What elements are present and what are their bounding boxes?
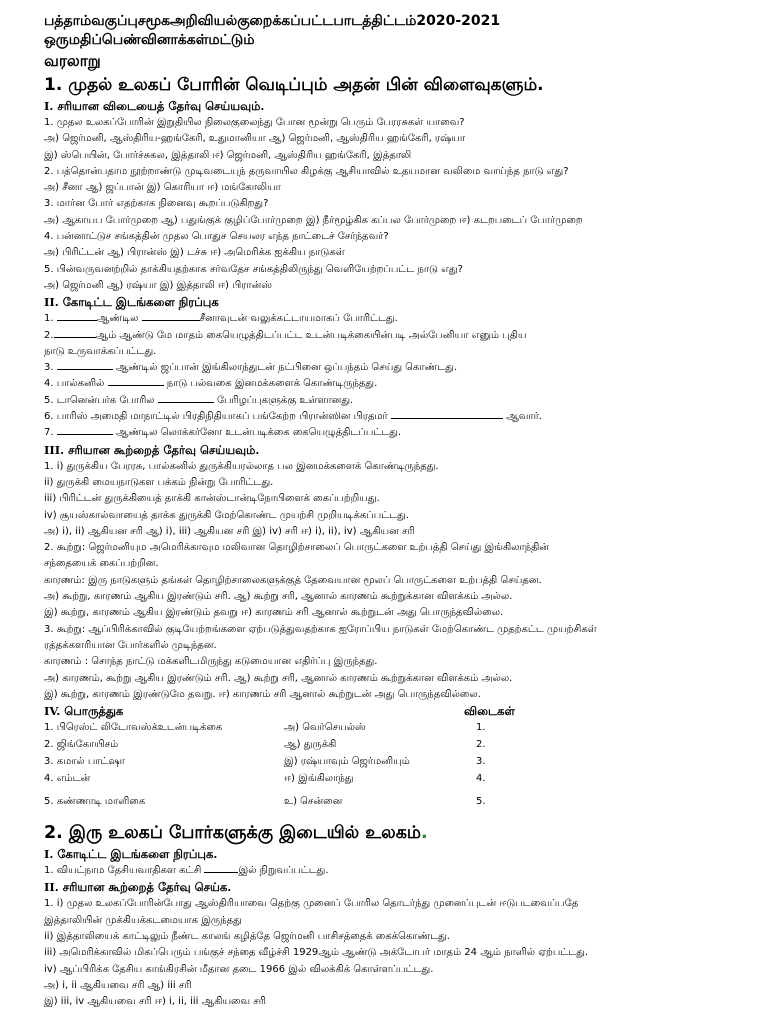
option-line: இ) iii, iv ஆகியவை சரி ஈ) i, ii, iii ஆகியவை சரி — [44, 996, 266, 1008]
ch1-section2-fill-blanks — [44, 311, 752, 441]
fill-blank-line: 5. டானென்பர்க போரில பேரிழப்புகளுக்கு உள்ளானது. — [44, 394, 354, 406]
option-line: இ) ஸ்பெயின், போர்ச்சுகல, இத்தாலி ஈ) ஜெர்மனி, ஆஸ்திரிய ஹங்கேரி, இத்தாலி — [44, 149, 412, 161]
ch1-section4-heading-row — [44, 703, 752, 720]
option-line: அ) சீனா ஆ) ஜப்பான் இ) கொரியா ஈ) மங்கோலியா — [44, 182, 281, 194]
fill-blank-line: 2. ஆம் ஆண்டு மே மாதம் கையெழுத்திடப்பட்ட உடன்படிக்கையின்படி அல்பேனியா எனும் புதிய — [44, 329, 527, 341]
option-line: அ) ஆகாயப போர்முறை ஆ) பதுங்குக் குழிப்போர்முறை இ) நீர்மூழ்கிக கப்பல போர்முறை ஈ) கடறபடைப் போர்முறை — [44, 214, 583, 226]
fill-blank-line: 6. பாரிஸ் அமைதி மாநாட்டில் பிரதிநிதியாகப் பங்கேற்ற பிரான்ஸின பிரதமர் ஆவார். — [44, 411, 542, 423]
ch1-section2-heading: II. கோடிட்ட இடங்களை நிரப்புக — [44, 295, 219, 310]
question-line: 5. பின்வருவனற்றில் தாக்கியதற்காக சர்வதேச சங்கத்திலிருந்து வெளியேற்றப்பட்ட நாடு எது? — [44, 263, 463, 275]
chapter2-title: 2. இரு உலகப் போர்களுக்கு இடையில் உலகம். — [44, 823, 428, 844]
statement-line: ii) துருக்கி மையநாடுகள பக்கம் நின்று போரிட்டது. — [44, 476, 274, 488]
fill-blank-line: 1. ஆண்டில சீனாவுடன் வலுக்கட்டாயமாகப் போரிட்டது. — [44, 313, 398, 325]
answer-blank[interactable] — [108, 376, 164, 386]
fill-blank-line: 3. ஆண்டில் ஜப்பான் இங்கிலாந்துடன் நட்பினை ஒப்பந்தம் செய்து கொண்டது. — [44, 362, 458, 374]
statement-line: 1. i) துருக்கிய பேரரசு, பால்கனில் துருக்கியரல்லாத பல இனமக்களைக் கொண்டிருந்தது. — [44, 460, 439, 472]
statement-line: 2. கூற்று: ஜெர்மனியும அமெரிக்காவும மலிவான தொழிற்சாலைப் பொருட்களை உற்பத்தி செய்து இங்கிலாந்தின் — [44, 542, 549, 554]
question-line: 4. பன்னாட்டுச சங்கத்தின் முதல பொதுச செயலர எந்த நாட்டைச் சேர்ந்தவர்? — [44, 231, 389, 243]
statement-line: iii) அமெரிக்காவில் மிகப்பெரும் பங்குச் சந்தை வீழ்ச்சி 1929ஆம் ஆண்டு அக்டோபர் மாதம் 24 ஆம் நாளில் ஏற்பட்டது. — [44, 947, 589, 959]
answers-label: விடைகள் — [464, 704, 515, 719]
ch2-section2-statements — [44, 896, 752, 1010]
match-row: 2. ஜிங்கோயிசம் ஆ) துருக்கி 2. — [44, 739, 486, 751]
statement-line: காரணம் : சொந்த நாட்டு மக்களிடமிருந்து கடுமையான எதிர்ப்பு இருந்தது. — [44, 656, 378, 668]
header-curriculum-line: பத்தாம்வகுப்புசமூகஅறிவியல்குறைக்கப்பட்டபாடத்திட்டம்2020-2021 — [44, 13, 501, 29]
ch1-section1-heading: I. சரியான விடையைத் தேர்வு செய்யவும். — [44, 99, 265, 113]
ch2-section2-heading: II. சரியான கூற்றைத் தேர்வு செய்க. — [44, 880, 232, 895]
statement-line: இத்தாலியின் முக்கியக்கடமையாக இருந்தது — [44, 914, 242, 926]
ch2-section1-heading: I. கோடிட்ட இடங்களை நிரப்புக. — [44, 847, 218, 862]
fill-blank-line: 7. ஆண்டில லொக்கர்னோ உடன்படிக்கை கையெழுத்திடப்பட்டது. — [44, 427, 402, 439]
question-line: 3. மார்ன போர் எதற்காக நினைவு கூறப்படுகிறது? — [44, 198, 269, 210]
answer-blank[interactable] — [158, 393, 214, 403]
statement-line: iv) சூயஸ்கால்வாயைத் தாக்க துருக்கி மேற்கொண்ட முயற்சி முறியடிக்கப்பட்டது. — [44, 509, 409, 521]
answer-blank[interactable] — [142, 311, 200, 321]
answer-blank[interactable] — [204, 863, 238, 873]
option-line: அ) பிரிட்டன் ஆ) பிரான்ஸ் இ) டச்சு ஈ) அமெரிக்க ஐக்கிய நாடுகள் — [44, 247, 345, 259]
statement-line: iv) ஆப்பிரிக்க தேசிய காங்கிரசின் மீதான தடை 1966 இல் விலக்கிக் கொள்ளப்பட்டது. — [44, 963, 434, 975]
option-line: அ) ஜெர்மனி, ஆஸ்திரிய-ஹங்கேரி, உதுமானியா ஆ) ஜெர்மனி, ஆஸ்திரிய ஹங்கேரி, ரஷ்யா — [44, 133, 466, 145]
header-question-type: ஒருமதிப்பெண்வினாக்கள்மட்டும் — [44, 32, 255, 48]
fill-blank-line: 4. பால்கனில் நாடு பல்வகை இனமக்களைக் கொண்டிருந்தது. — [44, 378, 378, 390]
fill-blank-line: 1. வியட்நாம தேசியவாதிகள கட்சி இல் நிறுவப்பட்டது. — [44, 865, 329, 877]
question-line: 1. முதல உலகப்போரின் இறுதியில நிலைகுலைந்து போன மூன்று பெரும் பேரரசுகள் யாவை? — [44, 117, 465, 128]
match-row: 4. எம்டன் ஈ) இங்கிலாந்து 4. — [44, 773, 486, 785]
statement-line: iii) பிரிட்டன் துருக்கியைத் தாக்கி கான்ஸ்டான்டிநோபிளைக் கைப்பற்றியது. — [44, 493, 380, 505]
statement-line: 3. கூற்று: ஆப்பிரிக்காவில் குடியேற்றங்களை ஏற்படுத்துவதற்காக ஐரோப்பிய நாடுகள் மேற்கொண்ட முதற்கட்ட முயற்சிகள் — [44, 623, 597, 635]
option-line: அ) i, ii ஆகியவை சரி ஆ) iii சரி — [44, 979, 192, 991]
subject-title: வரலாறு — [44, 52, 101, 70]
match-row: 1. பிரெஸ்ட் லிடோவஸ்க்உடன்படிக்கை அ) வெர்செயல்ஸ் 1. — [44, 722, 486, 734]
answer-blank[interactable] — [54, 328, 96, 338]
statement-line: ii) இத்தாலியைக் காட்டிலும் நீண்ட காலங் கழித்தே ஜெர்மனி பாசிசத்தைக் கைக்கொண்டது. — [44, 930, 450, 942]
fill-blank-line: நாடு உருவாக்கப்பட்டது. — [44, 345, 157, 357]
statement-line: சந்தையைக் கைப்பற்றின. — [44, 558, 159, 570]
option-line: இ) கூற்று, காரணம் இரண்டுமே தவறு. ஈ) காரணம் சரி ஆனால் கூற்றுடன் அது பொருந்தவில்லை. — [44, 688, 481, 700]
option-line: அ) கூற்று, காரணம் ஆகிய இரண்டும் சரி. ஆ) கூற்று சரி, ஆனால் காரணம் கூற்றுக்கான விளக்கம் அல்ல. — [44, 591, 513, 603]
answer-blank[interactable] — [391, 409, 503, 419]
answer-blank[interactable] — [57, 425, 113, 435]
chapter1-title: 1. முதல் உலகப் போரின் வெடிப்பும் அதன் பின் விளைவுகளும். — [44, 75, 544, 95]
question-line: 2. பத்தொன்பதாம நூற்றாண்டு முடிவடையுந் தருவாயில கிழக்கு ஆசியாவில் உதயமான வலிமை வாய்ந்த நாடு எது? — [44, 165, 569, 177]
option-line: அ) காரணம், கூற்று ஆகிய இரண்டும் சரி. ஆ) கூற்று சரி, ஆனால் காரணம் கூற்றுக்கான விளக்கம் அல்ல. — [44, 672, 513, 684]
ch1-section4-heading: IV. பொருத்துக — [44, 704, 124, 719]
option-line: அ) i), ii) ஆகியன சரி ஆ) i), iii) ஆகியன சரி இ) iv) சரி ஈ) i), ii), iv) ஆகியன சரி — [44, 525, 415, 537]
option-line: இ) கூற்று, காரணம் ஆகிய இரண்டும் தவறு ஈ) காரணம் சரி ஆனால் கூற்றுடன் அது பொருந்தவில்லை. — [44, 607, 504, 619]
option-line: அ) ஜெர்மனி ஆ) ரஷ்யா இ) இத்தாலி ஈ) பிரான்ஸ் — [44, 279, 273, 291]
statement-line: ரத்தக்களரியான போர்களில் முடிந்தன. — [44, 639, 217, 651]
match-row: 5. கண்ணாடி மாளிகை உ) சென்னை 5. — [44, 796, 486, 808]
answer-blank[interactable] — [57, 360, 113, 370]
ch1-section1-questions — [44, 115, 752, 294]
statement-line: காரணம்: இரு நாடுகளும் தங்கள் தொழிற்சாலைகளுக்குத் தேவையான மூலப் பொருட்களை உற்பத்தி செய்தன. — [44, 574, 542, 586]
match-row: 3. கமால் பாட்ஷா இ) ரஷ்யாவும் ஜெர்மனியும் 3. — [44, 756, 486, 768]
ch1-section3-statements — [44, 459, 752, 703]
answer-blank[interactable] — [57, 311, 97, 321]
ch1-section3-heading: III. சரியான கூற்றைத் தேர்வு செய்யவும். — [44, 442, 260, 457]
statement-line: 1. i) முதல உலகப்போரின்போது ஆஸ்திரியாவை தெற்கு முனைப் போரில தொடர்ந்து முனைப்புடன் ஈடுபடவைப்பதே — [44, 898, 579, 910]
match-table — [44, 720, 752, 811]
